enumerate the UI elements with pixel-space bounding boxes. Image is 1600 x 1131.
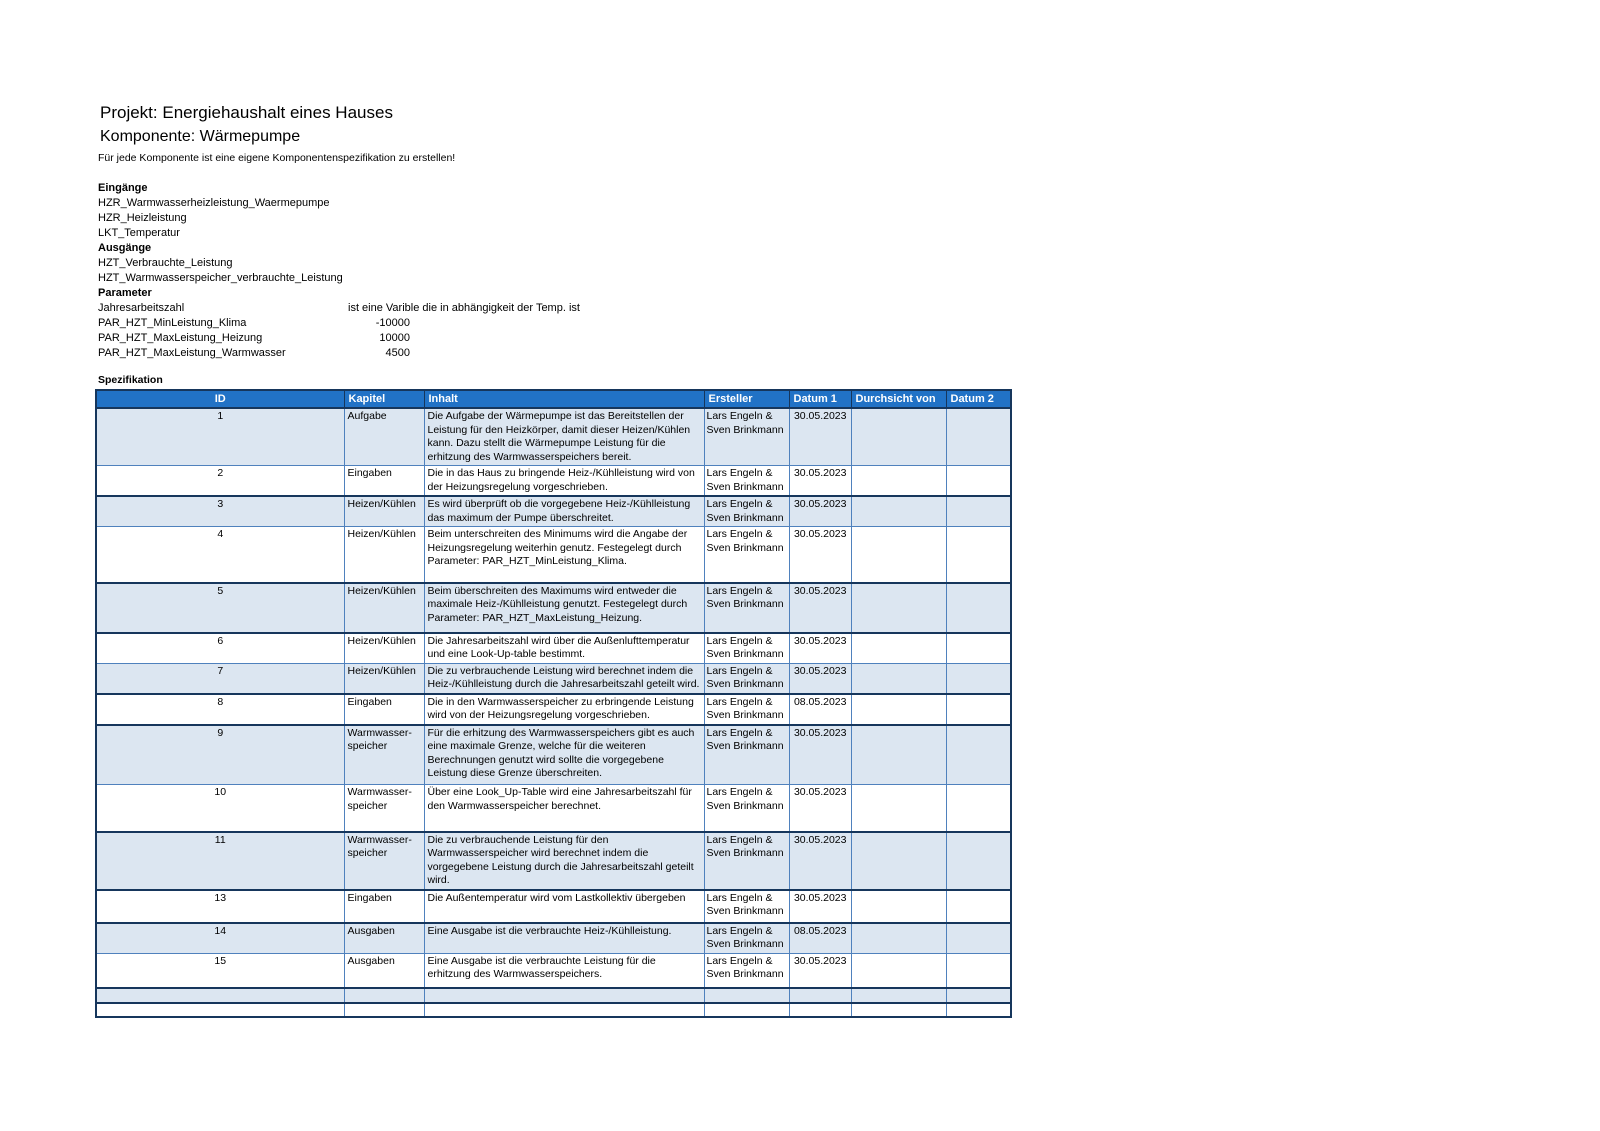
spec-row bbox=[96, 890, 1011, 923]
cell-kapitel: Heizen/Kühlen bbox=[344, 527, 424, 583]
cell-id: 13 bbox=[96, 890, 344, 923]
cell-id: 9 bbox=[96, 725, 344, 785]
cell-kapitel: Warmwasser-speicher bbox=[344, 785, 424, 832]
spec-row bbox=[96, 694, 1011, 725]
cell-ersteller: Lars Engeln & Sven Brinkmann bbox=[704, 527, 789, 583]
cell-ersteller bbox=[704, 1003, 789, 1017]
cell-datum1: 30.05.2023 bbox=[789, 633, 851, 664]
cell-kapitel: Warmwasser-speicher bbox=[344, 832, 424, 890]
spec-row bbox=[96, 527, 1011, 583]
cell-datum1: 30.05.2023 bbox=[789, 466, 851, 497]
cell-id: 5 bbox=[96, 583, 344, 633]
spec-row bbox=[96, 953, 1011, 988]
cell-kapitel bbox=[344, 988, 424, 1003]
cell-id bbox=[96, 1003, 344, 1017]
cell-datum2 bbox=[946, 408, 1011, 466]
interface-block bbox=[98, 181, 798, 361]
cell-datum2 bbox=[946, 832, 1011, 890]
cell-durchsicht-von bbox=[851, 583, 946, 633]
cell-kapitel: Eingaben bbox=[344, 890, 424, 923]
cell-inhalt: Beim überschreiten des Maximums wird entweder die maximale Heiz-/Kühlleistung genutzt. Festegelegt durch Parameter: PAR_HZT_MaxLeistung_Heizung. bbox=[424, 583, 704, 633]
spec-row bbox=[96, 832, 1011, 890]
cell-durchsicht-von bbox=[851, 527, 946, 583]
cell-id: 11 bbox=[96, 832, 344, 890]
cell-inhalt: Die Aufgabe der Wärmepumpe ist das Bereitstellen der Leistung für den Heizkörper, damit dieser Heizen/Kühlen kann. Dazu stellt die Wärmepumpe Leistung für die erhitzung des Warmwasserspeichers bereit. bbox=[424, 408, 704, 466]
spec-row bbox=[96, 663, 1011, 694]
cell-kapitel bbox=[344, 1003, 424, 1017]
output-item: HZT_Warmwasserspeicher_verbrauchte_Leistung bbox=[98, 272, 343, 284]
cell-inhalt: Eine Ausgabe ist die verbrauchte Heiz-/Kühlleistung. bbox=[424, 923, 704, 954]
cell-datum2 bbox=[946, 953, 1011, 988]
spec-row bbox=[96, 408, 1011, 466]
cell-ersteller: Lars Engeln & Sven Brinkmann bbox=[704, 583, 789, 633]
cell-datum1: 30.05.2023 bbox=[789, 890, 851, 923]
cell-datum1: 08.05.2023 bbox=[789, 694, 851, 725]
spec-section-label: Spezifikation bbox=[98, 374, 163, 386]
cell-kapitel: Heizen/Kühlen bbox=[344, 583, 424, 633]
cell-inhalt: Für die erhitzung des Warmwasserspeichers gibt es auch eine maximale Grenze, welche für die weiteren Berechnungen genutzt wird sollte die vorgegebene Leistung diese Grenze überschreiten. bbox=[424, 725, 704, 785]
cell-durchsicht-von bbox=[851, 725, 946, 785]
spec-row bbox=[96, 725, 1011, 785]
cell-inhalt: Eine Ausgabe ist die verbrauchte Leistung für die erhitzung des Warmwasserspeichers. bbox=[424, 953, 704, 988]
cell-durchsicht-von bbox=[851, 890, 946, 923]
project-title: Projekt: Energiehaushalt eines Hauses bbox=[100, 103, 393, 122]
cell-ersteller: Lars Engeln & Sven Brinkmann bbox=[704, 953, 789, 988]
outputs-label: Ausgänge bbox=[98, 242, 152, 254]
cell-id: 8 bbox=[96, 694, 344, 725]
cell-inhalt: Die in den Warmwasserspeicher zu erbringende Leistung wird von der Heizungsregelung vorgeschrieben. bbox=[424, 694, 704, 725]
parameter-value: 10000 bbox=[379, 332, 410, 344]
cell-inhalt: Die zu verbrauchende Leistung für den Warmwasserspeicher wird berechnet indem die vorgegebene Leistung durch die Jahresarbeitszahl geteilt wird. bbox=[424, 832, 704, 890]
cell-id: 6 bbox=[96, 633, 344, 664]
cell-datum1: 30.05.2023 bbox=[789, 527, 851, 583]
cell-inhalt bbox=[424, 1003, 704, 1017]
cell-durchsicht-von bbox=[851, 633, 946, 664]
cell-datum2 bbox=[946, 988, 1011, 1003]
cell-durchsicht-von bbox=[851, 496, 946, 527]
cell-kapitel: Aufgabe bbox=[344, 408, 424, 466]
cell-datum2 bbox=[946, 890, 1011, 923]
column-header-kapitel: Kapitel bbox=[344, 390, 424, 408]
cell-ersteller: Lars Engeln & Sven Brinkmann bbox=[704, 408, 789, 466]
cell-datum2 bbox=[946, 1003, 1011, 1017]
cell-kapitel: Ausgaben bbox=[344, 953, 424, 988]
cell-kapitel: Heizen/Kühlen bbox=[344, 663, 424, 694]
spec-row bbox=[96, 466, 1011, 497]
column-header-datum-1: Datum 1 bbox=[789, 390, 851, 408]
inputs-label: Eingänge bbox=[98, 182, 148, 194]
cell-kapitel: Eingaben bbox=[344, 694, 424, 725]
inputs-list bbox=[98, 196, 798, 241]
input-item: LKT_Temperatur bbox=[98, 227, 180, 239]
output-item: HZT_Verbrauchte_Leistung bbox=[98, 257, 233, 269]
cell-durchsicht-von bbox=[851, 466, 946, 497]
spec-table-header-row bbox=[96, 390, 1011, 408]
cell-ersteller: Lars Engeln & Sven Brinkmann bbox=[704, 785, 789, 832]
column-header-durchsicht-von: Durchsicht von bbox=[851, 390, 946, 408]
cell-durchsicht-von bbox=[851, 953, 946, 988]
spec-row bbox=[96, 583, 1011, 633]
parameter-row bbox=[98, 346, 798, 361]
cell-datum2 bbox=[946, 633, 1011, 664]
column-header-inhalt: Inhalt bbox=[424, 390, 704, 408]
cell-kapitel: Heizen/Kühlen bbox=[344, 496, 424, 527]
cell-ersteller: Lars Engeln & Sven Brinkmann bbox=[704, 694, 789, 725]
input-item: HZR_Warmwasserheizleistung_Waermepumpe bbox=[98, 197, 330, 209]
cell-datum2 bbox=[946, 694, 1011, 725]
component-title: Komponente: Wärmepumpe bbox=[100, 128, 301, 145]
cell-id: 15 bbox=[96, 953, 344, 988]
cell-ersteller: Lars Engeln & Sven Brinkmann bbox=[704, 832, 789, 890]
cell-ersteller: Lars Engeln & Sven Brinkmann bbox=[704, 923, 789, 954]
column-header-id: ID bbox=[96, 390, 344, 408]
parameters-list bbox=[98, 301, 798, 361]
spec-row bbox=[96, 923, 1011, 954]
cell-datum1: 30.05.2023 bbox=[789, 663, 851, 694]
spec-row bbox=[96, 1003, 1011, 1017]
spec-row bbox=[96, 633, 1011, 664]
parameter-value: -10000 bbox=[375, 317, 410, 329]
instruction-note: Für jede Komponente ist eine eigene Komponentenspezifikation zu erstellen! bbox=[98, 152, 456, 164]
cell-id bbox=[96, 988, 344, 1003]
cell-datum1 bbox=[789, 1003, 851, 1017]
cell-datum2 bbox=[946, 527, 1011, 583]
cell-datum1: 30.05.2023 bbox=[789, 496, 851, 527]
parameter-name: PAR_HZT_MinLeistung_Klima bbox=[98, 317, 247, 329]
parameter-note: ist eine Varible die in abhängigkeit der Temp. ist bbox=[348, 302, 580, 314]
cell-ersteller: Lars Engeln & Sven Brinkmann bbox=[704, 725, 789, 785]
parameter-name: Jahresarbeitszahl bbox=[98, 302, 185, 314]
cell-inhalt: Die in das Haus zu bringende Heiz-/Kühlleistung wird von der Heizungsregelung vorgeschrieben. bbox=[424, 466, 704, 497]
cell-datum2 bbox=[946, 725, 1011, 785]
cell-id: 10 bbox=[96, 785, 344, 832]
parameter-name: PAR_HZT_MaxLeistung_Warmwasser bbox=[98, 347, 286, 359]
cell-durchsicht-von bbox=[851, 694, 946, 725]
cell-inhalt: Die Jahresarbeitszahl wird über die Außenlufttemperatur und eine Look-Up-table bestimmt. bbox=[424, 633, 704, 664]
cell-id: 2 bbox=[96, 466, 344, 497]
cell-datum2 bbox=[946, 923, 1011, 954]
cell-inhalt: Die Außentemperatur wird vom Lastkollektiv übergeben bbox=[424, 890, 704, 923]
cell-durchsicht-von bbox=[851, 832, 946, 890]
spec-row bbox=[96, 785, 1011, 832]
cell-datum1: 30.05.2023 bbox=[789, 583, 851, 633]
cell-id: 1 bbox=[96, 408, 344, 466]
cell-id: 7 bbox=[96, 663, 344, 694]
cell-id: 4 bbox=[96, 527, 344, 583]
cell-ersteller: Lars Engeln & Sven Brinkmann bbox=[704, 466, 789, 497]
spec-row bbox=[96, 496, 1011, 527]
cell-id: 3 bbox=[96, 496, 344, 527]
cell-datum1: 30.05.2023 bbox=[789, 953, 851, 988]
cell-datum1 bbox=[789, 988, 851, 1003]
cell-inhalt: Beim unterschreiten des Minimums wird die Angabe der Heizungsregelung weiterhin genutz. Festegelegt durch Parameter: PAR_HZT_MinLeistung_Klima. bbox=[424, 527, 704, 583]
cell-durchsicht-von bbox=[851, 408, 946, 466]
column-header-datum-2: Datum 2 bbox=[946, 390, 1011, 408]
cell-inhalt bbox=[424, 988, 704, 1003]
parameters-label: Parameter bbox=[98, 287, 152, 299]
spec-table bbox=[95, 389, 1012, 1018]
cell-inhalt: Über eine Look_Up-Table wird eine Jahresarbeitszahl für den Warmwasserspeicher berechnet. bbox=[424, 785, 704, 832]
column-header-ersteller: Ersteller bbox=[704, 390, 789, 408]
cell-inhalt: Die zu verbrauchende Leistung wird berechnet indem die Heiz-/Kühlleistung durch die Jahresarbeitszahl geteilt wird. bbox=[424, 663, 704, 694]
cell-datum2 bbox=[946, 785, 1011, 832]
input-item: HZR_Heizleistung bbox=[98, 212, 187, 224]
cell-ersteller: Lars Engeln & Sven Brinkmann bbox=[704, 633, 789, 664]
cell-id: 14 bbox=[96, 923, 344, 954]
cell-ersteller: Lars Engeln & Sven Brinkmann bbox=[704, 890, 789, 923]
parameter-row bbox=[98, 301, 798, 316]
parameter-name: PAR_HZT_MaxLeistung_Heizung bbox=[98, 332, 263, 344]
cell-datum2 bbox=[946, 583, 1011, 633]
cell-ersteller bbox=[704, 988, 789, 1003]
cell-durchsicht-von bbox=[851, 785, 946, 832]
outputs-list bbox=[98, 256, 798, 286]
spec-row bbox=[96, 988, 1011, 1003]
cell-inhalt: Es wird überprüft ob die vorgegebene Heiz-/Kühlleistung das maximum der Pumpe überschreitet. bbox=[424, 496, 704, 527]
cell-kapitel: Ausgaben bbox=[344, 923, 424, 954]
cell-kapitel: Heizen/Kühlen bbox=[344, 633, 424, 664]
cell-datum1: 30.05.2023 bbox=[789, 785, 851, 832]
cell-ersteller: Lars Engeln & Sven Brinkmann bbox=[704, 496, 789, 527]
cell-datum2 bbox=[946, 496, 1011, 527]
cell-datum1: 08.05.2023 bbox=[789, 923, 851, 954]
cell-datum1: 30.05.2023 bbox=[789, 725, 851, 785]
cell-durchsicht-von bbox=[851, 988, 946, 1003]
cell-kapitel: Eingaben bbox=[344, 466, 424, 497]
parameter-value: 4500 bbox=[385, 347, 410, 359]
cell-datum2 bbox=[946, 663, 1011, 694]
parameter-row bbox=[98, 331, 798, 346]
cell-datum1: 30.05.2023 bbox=[789, 408, 851, 466]
cell-durchsicht-von bbox=[851, 1003, 946, 1017]
cell-datum2 bbox=[946, 466, 1011, 497]
cell-datum1: 30.05.2023 bbox=[789, 832, 851, 890]
cell-ersteller: Lars Engeln & Sven Brinkmann bbox=[704, 663, 789, 694]
parameter-row bbox=[98, 316, 798, 331]
cell-durchsicht-von bbox=[851, 923, 946, 954]
cell-kapitel: Warmwasser-speicher bbox=[344, 725, 424, 785]
cell-durchsicht-von bbox=[851, 663, 946, 694]
